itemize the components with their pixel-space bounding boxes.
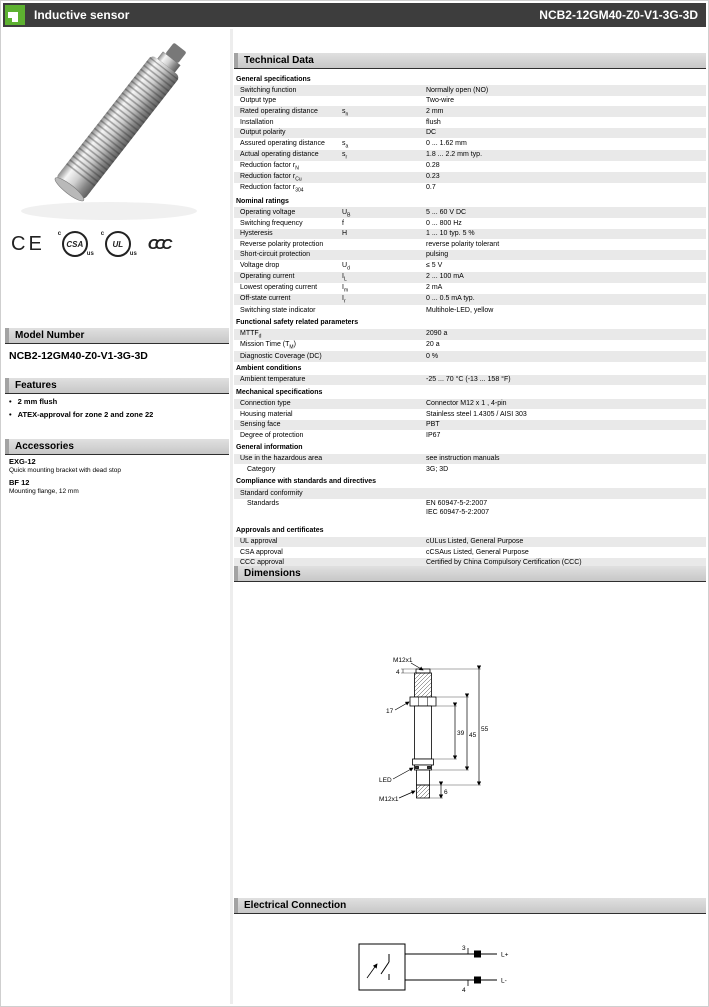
table-row: Reverse polarity protection reverse polarity tolerant — [240, 240, 500, 248]
feature-item: • ATEX-approval for zone 2 and zone 22 — [9, 410, 154, 419]
table-row: Installation flush — [240, 118, 441, 126]
column-divider — [230, 29, 233, 1004]
dim-17-label: 17 — [386, 708, 394, 715]
table-row: Output type Two-wire — [240, 97, 455, 105]
table-row: Actual operating distance $s_r$ 1.8 ... 2.2 mm typ. — [234, 150, 706, 161]
technical-table — [234, 72, 706, 568]
terminal-l-plus-label: L+ — [501, 951, 509, 959]
table-section-header: Nominal ratings — [236, 197, 289, 205]
table-row: Degree of protection IP67 — [240, 431, 441, 439]
table-row: CCC approval Certified by China Compulsory Certification (CCC) — [234, 558, 706, 569]
feature-item: • 2 mm flush — [9, 397, 58, 406]
table-section-header: General information — [236, 444, 303, 452]
table-section-header: Approvals and certificates — [236, 527, 324, 535]
brand-logo-icon — [5, 5, 25, 25]
table-row: Switching frequency f 0 ... 800 Hz — [240, 219, 462, 227]
table-row: Lowest operating current $I_m$ 2 mA — [240, 284, 443, 294]
table-row: $MTTF_d$ 2090 a — [234, 329, 706, 340]
dim-thread-bottom-label: M12x1 — [379, 796, 399, 803]
table-row: Diagnostic Coverage (DC) 0 % — [234, 351, 706, 362]
table-row: Off-state current $I_r$ 0 ... 0.5 mA typ. — [234, 294, 706, 305]
certification-logos — [11, 231, 223, 257]
table-row: Hysteresis H 1 ... 10 typ. 5 % — [234, 229, 706, 240]
table-row: Standards EN 60947-5-2:2007 IEC 60947-5-2:2007 — [247, 500, 490, 516]
table-row: Ambient temperature -25 ... 70 °C (-13 ... 158 °F) — [234, 375, 706, 386]
dim-4-label: 4 — [396, 669, 400, 676]
dimensions-section-header: Dimensions — [234, 566, 706, 582]
ccc-mark-icon: CCC — [147, 235, 169, 253]
table-row: Standard conformity — [234, 488, 706, 499]
terminal-l-minus-label: L- — [501, 977, 507, 985]
table-row: Output polarity DC — [234, 128, 706, 139]
pin-4-label: 4 — [462, 987, 466, 994]
dim-39-label: 39 — [457, 730, 465, 737]
table-row: Reduction factor $r_N$ 0.28 — [240, 162, 440, 172]
table-section-header: Mechanical specifications — [236, 388, 323, 396]
pin-3-label: 3 — [462, 945, 466, 952]
product-photo — [9, 39, 221, 229]
table-row: Reduction factor $r_{Cu}$ 0.23 — [234, 172, 706, 183]
dim-6-label: 6 — [444, 789, 448, 796]
dimension-drawing — [353, 649, 573, 864]
table-row: Operating voltage $U_B$ 5 ... 60 V DC — [234, 207, 706, 218]
table-section-header: Functional safety related parameters — [236, 319, 359, 327]
table-section-header: Ambient conditions — [236, 365, 302, 373]
table-row: Switching function Normally open (NO) — [234, 85, 706, 96]
table-row: Connection type Connector M12 x 1 , 4-pin — [234, 399, 706, 410]
wiring-diagram — [331, 932, 531, 1004]
table-row: Rated operating distance $s_n$ 2 mm — [234, 106, 706, 117]
accessory-name: BF 12 — [9, 478, 30, 487]
csa-mark-icon: c CSA us — [57, 231, 94, 257]
led-label: LED — [379, 777, 392, 784]
accessory-description: Mounting flange, 12 mm — [9, 488, 79, 495]
table-row: Short-circuit protection pulsing — [234, 250, 706, 261]
dim-45-label: 45 — [469, 732, 477, 739]
accessory-name: EXG-12 — [9, 457, 36, 466]
accessories-list — [9, 453, 227, 499]
table-row: Sensing face PBT — [234, 420, 706, 431]
ul-mark-icon: c UL us — [100, 231, 137, 257]
ce-mark-icon: CE — [11, 232, 45, 255]
dim-thread-top-label: M12x1 — [393, 657, 413, 664]
table-row: Assured operating distance $s_a$ 0 ... 1.62 mm — [240, 139, 467, 150]
table-row: Category 3G; 3D — [247, 465, 449, 473]
table-section-header: Compliance with standards and directives — [236, 478, 377, 486]
table-row: Voltage drop $U_d$ ≤ 5 V — [240, 261, 443, 272]
table-section-header: General specifications — [236, 75, 311, 83]
table-row: Use in the hazardous area see instruction manuals — [234, 454, 706, 465]
table-row: UL approval cULus Listed, General Purpose — [234, 537, 706, 548]
electrical-connection-section-header: Electrical Connection — [234, 898, 706, 914]
table-row: Mission Time $(T_M)$ 20 a — [240, 341, 440, 351]
technical-data-section-header: Technical Data — [234, 53, 706, 69]
header-model-number: NCB2-12GM40-Z0-V1-3G-3D — [539, 8, 698, 22]
accessories-section-header: Accessories — [5, 439, 229, 455]
table-row: Operating current $I_L$ 2 ... 100 mA — [234, 272, 706, 283]
features-list — [7, 395, 227, 423]
product-type-title: Inductive sensor — [34, 8, 130, 22]
features-section-header: Features — [5, 378, 229, 394]
dim-55-label: 55 — [481, 726, 489, 733]
page-header — [3, 3, 706, 27]
table-row: CSA approval cCSAus Listed, General Purpose — [240, 548, 529, 556]
table-row: Reduction factor $r_{304}$ 0.7 — [240, 184, 436, 194]
accessory-description: Quick mounting bracket with dead stop — [9, 467, 122, 474]
table-row: Switching state indicator Multihole-LED, yellow — [240, 306, 494, 314]
model-number-value: NCB2-12GM40-Z0-V1-3G-3D — [9, 350, 148, 362]
model-number-section-header: Model Number — [5, 328, 229, 344]
table-row: Housing material Stainless steel 1.4305 / AISI 303 — [240, 410, 527, 418]
